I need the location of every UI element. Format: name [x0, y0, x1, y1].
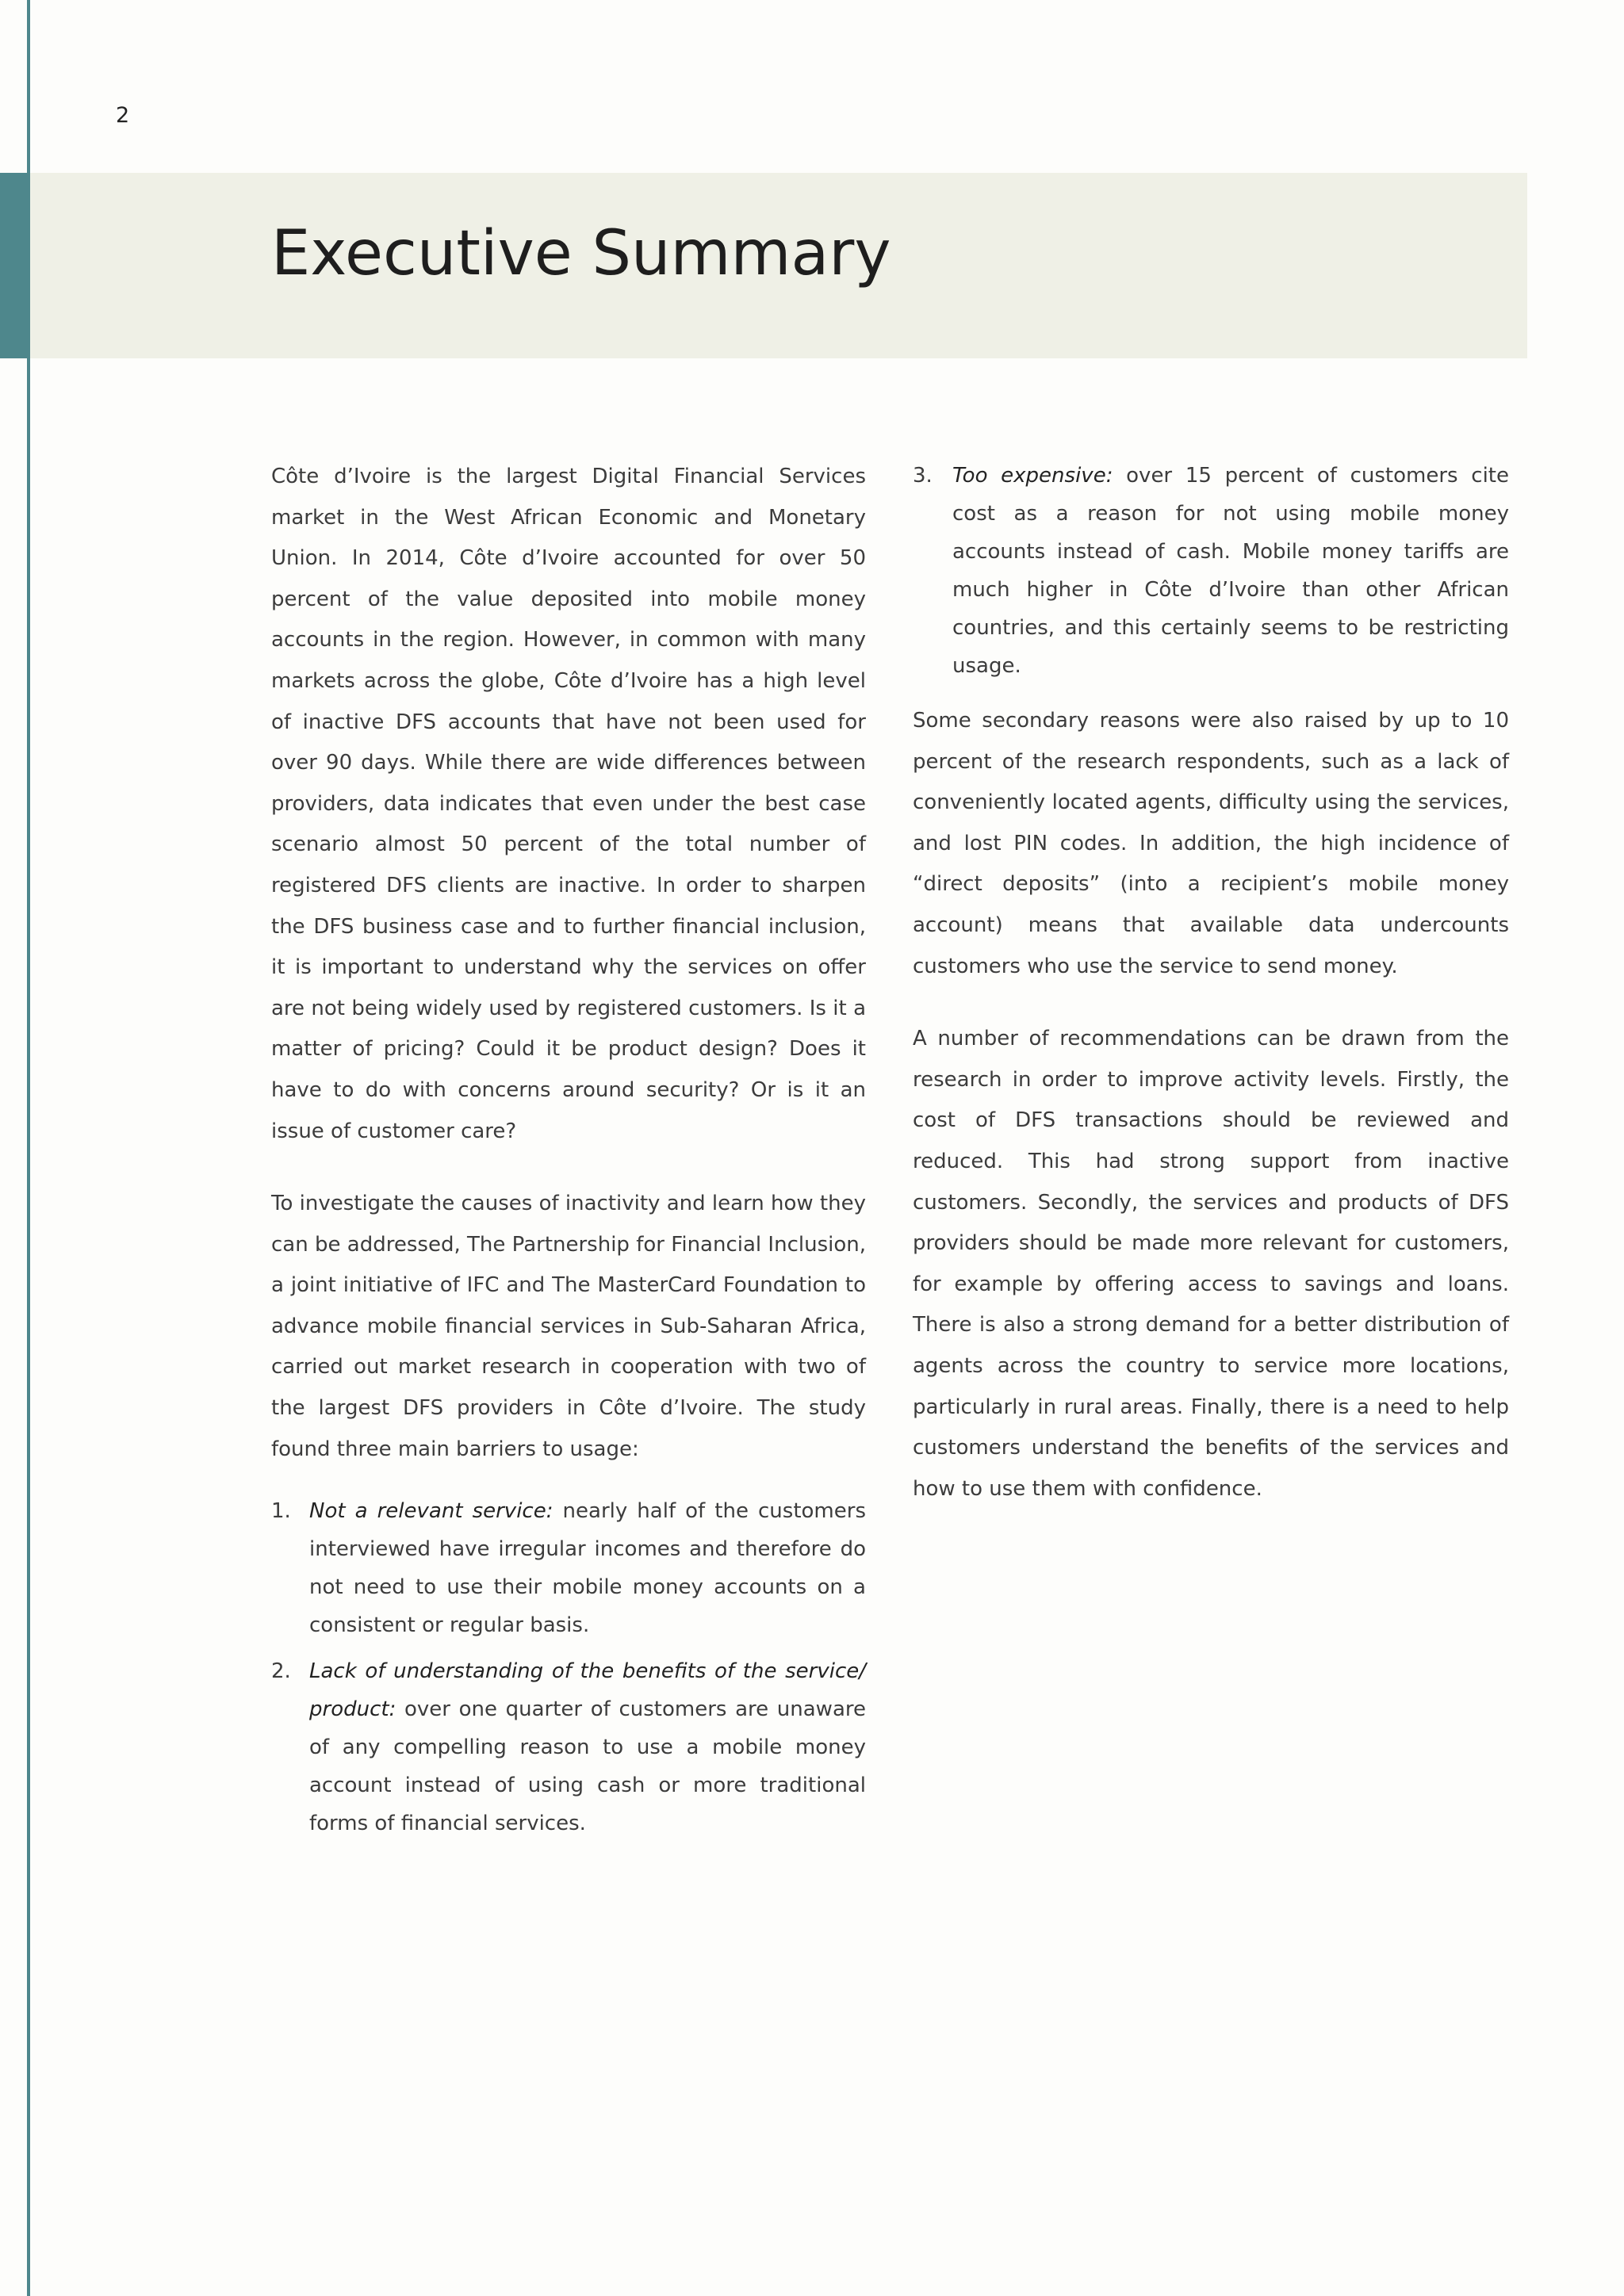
list-item-number: 3.: [913, 464, 933, 488]
page-number: 2: [116, 103, 130, 128]
list-item: [271, 1652, 866, 1843]
intro-paragraph: Côte d’Ivoire is the largest Digital Financial Services market in the West African Economic and Monetary Union. In 2014, Côte d’Ivoire accounted for over 50 percent of the value deposited into mobile money accounts in the region. However, in common with many markets across the globe, Côte d’Ivoire has a high level of inactive DFS accounts that have not been used for over 90 days. While there are wide differences between providers, data indicates that even under the best case scenario almost 50 percent of the total number of registered DFS clients are inactive. In order to sharpen the DFS business case and to further financial inclusion, it is important to understand why the services on offer are not being widely used by registered customers. Is it a matter of pricing? Could it be product design? Does it have to do with concerns around security? Or is it an issue of customer care?: [271, 465, 866, 1143]
list-item-body: [309, 1492, 866, 1644]
recommendations-paragraph: A number of recommendations can be drawn from the research in order to improve activity levels. Firstly, the cost of DFS transactions should be reviewed and reduced. This had strong support from inactive customers. Secondly, the services and products of DFS providers should be made more relevant for customers, for example by offering access to savings and loans. There is also a strong demand for a better distribution of agents across the country to service more locations, particularly in rural areas. Finally, there is a need to help customers understand the benefits of the services and how to use them with confidence.: [913, 1027, 1509, 1501]
list-item-number: 1.: [271, 1499, 291, 1524]
list-item-lead: Too expensive:: [952, 464, 1113, 488]
list-item: [913, 457, 1509, 685]
list-item-body: [952, 457, 1509, 685]
list-item-text: over one quarter of customers are unaware of any compelling reason to use a mobile money account instead of using cash or more traditional forms of financial services.: [309, 1697, 866, 1836]
list-item-text: over 15 percent of customers cite cost as a reason for not using mobile money accounts instead of cash. Mobile money tariffs are much higher in Côte d’Ivoire than other African countries, and this certainly seems to be restricting usage.: [952, 464, 1509, 678]
page-title: Executive Summary: [271, 218, 891, 289]
section-marker-tab: [0, 173, 30, 358]
list-item-lead: Not a relevant service:: [309, 1499, 553, 1524]
list-item: [271, 1492, 866, 1644]
list-item-number: 2.: [271, 1659, 291, 1684]
barriers-list-continued: [913, 457, 1509, 685]
list-item-lead: Lack of understanding of the benefits of the service/ product:: [309, 1659, 866, 1722]
left-column: [271, 457, 866, 1843]
list-item-text: nearly half of the customers interviewed have irregular incomes and therefore do not need to use their mobile money accounts on a consistent or regular basis.: [309, 1499, 866, 1638]
investigation-paragraph: To investigate the causes of inactivity and learn how they can be addressed, The Partnership for Financial Inclusion, a joint initiative of IFC and The MasterCard Foundation to advance mobile financial services in Sub-Saharan Africa, carried out market research in cooperation with two of the largest DFS providers in Côte d’Ivoire. The study found three main barriers to usage:: [271, 1192, 866, 1461]
barriers-list: [271, 1492, 866, 1843]
list-item-body: [309, 1652, 866, 1843]
secondary-reasons-paragraph: Some secondary reasons were also raised by up to 10 percent of the research respondents, such as a lack of conveniently located agents, difficulty using the services, and lost PIN codes. In addition, the high incidence of “direct deposits” (into a recipient’s mobile money account) means that available data undercounts customers who use the service to send money.: [913, 709, 1509, 978]
right-column: [913, 457, 1509, 1510]
